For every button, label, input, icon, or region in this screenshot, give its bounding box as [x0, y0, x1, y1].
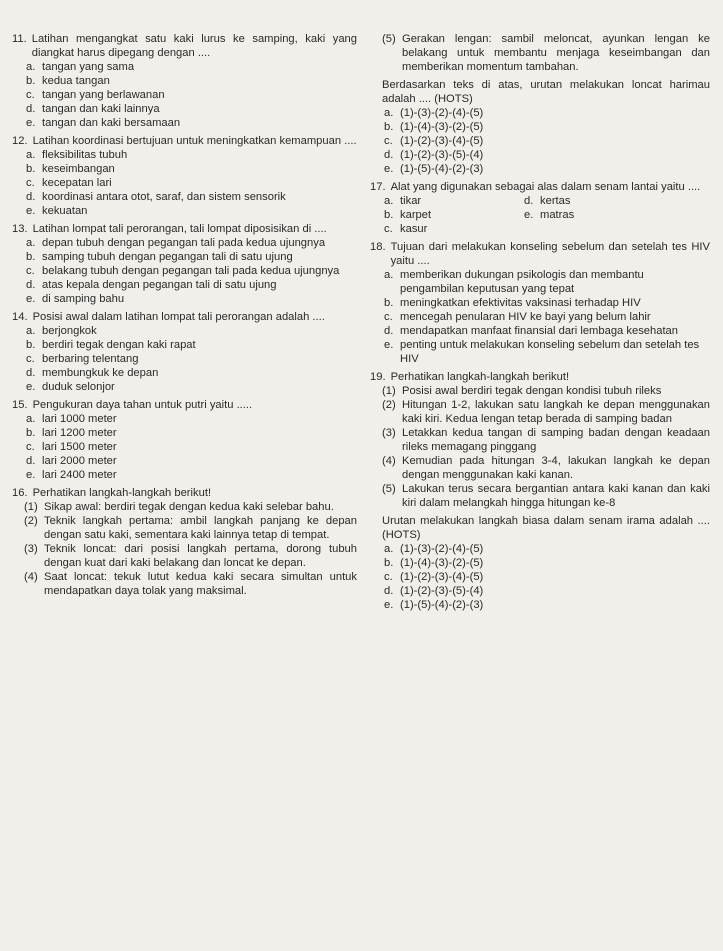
question-16-continued [370, 32, 710, 176]
question-15 [12, 398, 357, 482]
step-item: (5) Gerakan lengan: sambil meloncat, ayunkan lengan ke belakang untuk membantu menjaga keseimbangan dan memberikan momentum tambahan. [382, 33, 710, 73]
option-e[interactable]: e. tangan dan kaki bersamaan [26, 117, 181, 129]
option-b[interactable]: b. samping tubuh dengan pegangan tali di satu ujung [26, 251, 293, 263]
option-e[interactable]: e. di samping bahu [26, 293, 125, 305]
question-stem: Latihan mengangkat satu kaki lurus ke samping, kaki yang diangkat harus dipegang dengan .... [31, 33, 357, 59]
option-c[interactable]: c. kasur [384, 223, 428, 235]
step-item: (4) Saat loncat: tekuk lutut kedua kaki secara simultan untuk mendapatkan daya tolak yang maksimal. [24, 571, 357, 597]
option-e[interactable]: e. lari 2400 meter [26, 469, 117, 481]
question-stem: Perhatikan langkah-langkah berikut! [390, 371, 570, 383]
option-b[interactable]: b. keseimbangan [26, 163, 115, 175]
option-b[interactable]: b. meningkatkan efektivitas vaksinasi terhadap HIV [384, 297, 641, 309]
option-d[interactable]: d. (1)-(2)-(3)-(5)-(4) [384, 585, 484, 597]
step-item: (4) Kemudian pada hitungan 3-4, lakukan langkah ke depan dengan menggunakan kaki kanan. [382, 455, 710, 481]
question-number: 14. [12, 311, 28, 323]
option-a[interactable]: a. memberikan dukungan psikologis dan membantu pengambilan keputusan yang tepat [384, 269, 644, 295]
option-d[interactable]: d. tangan dan kaki lainnya [26, 103, 160, 115]
option-b[interactable]: b. (1)-(4)-(3)-(2)-(5) [384, 121, 484, 133]
question-number: 17. [370, 181, 386, 193]
option-e[interactable]: e. kekuatan [26, 205, 88, 217]
question-prompt: Urutan melakukan langkah biasa dalam senam irama adalah .... (HOTS) [382, 515, 710, 541]
question-stem: Pengukuran daya tahan untuk putri yaitu ..... [32, 399, 253, 411]
question-number: 15. [12, 399, 28, 411]
option-a[interactable]: a. lari 1000 meter [26, 413, 117, 425]
question-number: 13. [12, 223, 28, 235]
left-column [12, 32, 357, 602]
question-12 [12, 134, 357, 218]
step-item: (3) Teknik loncat: dari posisi langkah pertama, dorong tubuh dengan kuat dari kaki belakang dan loncat ke depan. [24, 543, 357, 569]
option-e[interactable]: e. matras [524, 209, 575, 221]
option-c[interactable]: c. (1)-(2)-(3)-(4)-(5) [384, 135, 484, 147]
question-number: 16. [12, 487, 28, 499]
option-c[interactable]: c. mencegah penularan HIV ke bayi yang belum lahir [384, 311, 651, 323]
step-item: (1) Sikap awal: berdiri tegak dengan kedua kaki selebar bahu. [24, 501, 334, 513]
question-stem: Posisi awal dalam latihan lompat tali perorangan adalah .... [32, 311, 325, 323]
step-item: (2) Teknik langkah pertama: ambil langkah panjang ke depan dengan satu kaki, sementara kaki lainnya tetap di tempat. [24, 515, 357, 541]
option-a[interactable]: a. tikar [384, 195, 422, 207]
option-b[interactable]: b. (1)-(4)-(3)-(2)-(5) [384, 557, 484, 569]
question-number: 12. [12, 135, 28, 147]
question-stem: Latihan lompat tali perorangan, tali lompat diposisikan di .... [32, 223, 327, 235]
question-stem: Tujuan dari melakukan konseling sebelum dan setelah tes HIV yaitu .... [390, 241, 710, 267]
question-18 [370, 240, 710, 366]
option-c[interactable]: c. (1)-(2)-(3)-(4)-(5) [384, 571, 484, 583]
option-c[interactable]: c. belakang tubuh dengan pegangan tali pada kedua ujungnya [26, 265, 340, 277]
option-d[interactable]: d. koordinasi antara otot, saraf, dan sistem sensorik [26, 191, 286, 203]
option-b[interactable]: b. karpet [384, 209, 432, 221]
option-a[interactable]: a. (1)-(3)-(2)-(4)-(5) [384, 107, 484, 119]
right-column [370, 32, 710, 616]
question-stem: Perhatikan langkah-langkah berikut! [32, 487, 212, 499]
question-11 [12, 32, 357, 130]
option-c[interactable]: c. tangan yang berlawanan [26, 89, 165, 101]
question-14 [12, 310, 357, 394]
question-19 [370, 370, 710, 612]
options-grid [370, 194, 710, 236]
option-b[interactable]: b. kedua tangan [26, 75, 110, 87]
step-item: (3) Letakkan kedua tangan di samping badan dengan keadaan rileks memagang pinggang [382, 427, 710, 453]
option-e[interactable]: e. (1)-(5)-(4)-(2)-(3) [384, 599, 484, 611]
option-d[interactable]: d. kertas [524, 195, 571, 207]
option-d[interactable]: d. atas kepala dengan pegangan tali di satu ujung [26, 279, 277, 291]
option-e[interactable]: e. (1)-(5)-(4)-(2)-(3) [384, 163, 484, 175]
question-number: 18. [370, 241, 386, 253]
question-number: 11. [12, 33, 27, 45]
option-d[interactable]: d. lari 2000 meter [26, 455, 117, 467]
question-stem: Alat yang digunakan sebagai alas dalam senam lantai yaitu .... [390, 181, 701, 193]
question-13 [12, 222, 357, 306]
option-d[interactable]: d. membungkuk ke depan [26, 367, 159, 379]
option-a[interactable]: a. depan tubuh dengan pegangan tali pada kedua ujungnya [26, 237, 326, 249]
option-a[interactable]: a. berjongkok [26, 325, 97, 337]
option-e[interactable]: e. penting untuk melakukan konseling sebelum dan setelah tes HIV [384, 339, 700, 365]
step-item: (1) Posisi awal berdiri tegak dengan kondisi tubuh rileks [382, 385, 662, 397]
question-number: 19. [370, 371, 386, 383]
question-16 [12, 486, 357, 598]
option-c[interactable]: c. kecepatan lari [26, 177, 112, 189]
option-b[interactable]: b. lari 1200 meter [26, 427, 117, 439]
option-a[interactable]: a. tangan yang sama [26, 61, 135, 73]
step-item: (2) Hitungan 1-2, lakukan satu langkah ke depan menggunakan kaki kiri. Kedua lengan tetap berada di samping badan [382, 399, 710, 425]
option-a[interactable]: a. (1)-(3)-(2)-(4)-(5) [384, 543, 484, 555]
option-c[interactable]: c. lari 1500 meter [26, 441, 117, 453]
option-d[interactable]: d. mendapatkan manfaat finansial dari lembaga kesehatan [384, 325, 679, 337]
option-c[interactable]: c. berbaring telentang [26, 353, 139, 365]
option-a[interactable]: a. fleksibilitas tubuh [26, 149, 128, 161]
question-17 [370, 180, 710, 236]
question-prompt: Berdasarkan teks di atas, urutan melakukan loncat harimau adalah .... (HOTS) [382, 79, 710, 105]
option-d[interactable]: d. (1)-(2)-(3)-(5)-(4) [384, 149, 484, 161]
question-stem: Latihan koordinasi bertujuan untuk meningkatkan kemampuan .... [32, 135, 357, 147]
step-item: (5) Lakukan terus secara bergantian antara kaki kanan dan kaki kiri dalam melangkah hingga hitungan ke-8 [382, 483, 710, 509]
option-b[interactable]: b. berdiri tegak dengan kaki rapat [26, 339, 196, 351]
option-e[interactable]: e. duduk selonjor [26, 381, 115, 393]
